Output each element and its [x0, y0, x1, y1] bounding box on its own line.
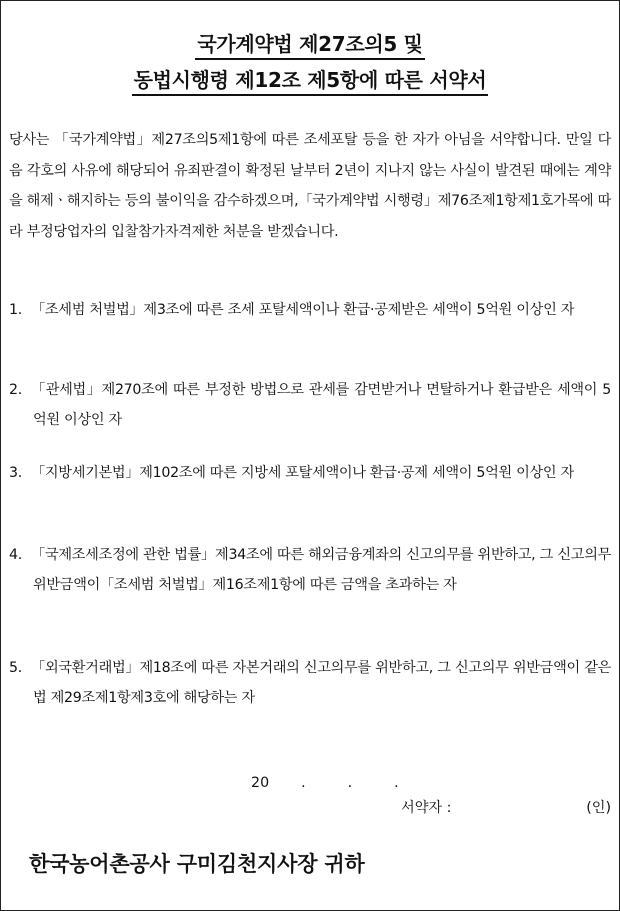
document-title — [1, 31, 619, 96]
list-item — [9, 458, 611, 488]
date-dot-month: . — [347, 775, 353, 791]
list-item — [9, 375, 611, 435]
list-item — [9, 653, 611, 713]
item-number: 2. — [9, 382, 22, 398]
item-number: 4. — [9, 547, 22, 563]
title-line-2: 동법시행령 제12조 제5항에 따른 서약서 — [132, 67, 489, 96]
date-line — [233, 738, 399, 828]
intro-paragraph: 당사는 「국가계약법」제27조의5제1항에 따른 조세포탈 등을 한 자가 아님을 서약합니다. 만일 다음 각호의 사유에 해당되어 유죄판결이 확정된 날부터 2년이 지나지 않는 사실이 발견된 때에는 계약을 해제ㆍ해지하는 등의 불이익을 감수하겠으며,「국가계약법 시행령」제76조제1항제1호가목에 따라 부정당업자의 입찰참가자격제한 처분을 받겠습니다. — [9, 132, 611, 241]
item-number: 3. — [9, 465, 22, 481]
list-item — [9, 540, 611, 600]
list-item — [9, 295, 611, 325]
date-dot-day: . — [394, 775, 399, 791]
recipient: 한국농어촌공사 구미김천지사장 귀하 — [29, 852, 365, 876]
title-line-1: 국가계약법 제27조의5 및 — [195, 31, 424, 60]
item-text: 「관세법」제270조에 따른 부정한 방법으로 관세를 감면받거나 면탈하거나 환급받은 세액이 5억원 이상인 자 — [31, 382, 611, 428]
item-text: 「지방세기본법」제102조에 따른 지방세 포탈세액이나 환급·공제 세액이 5억원 이상인 자 — [31, 465, 574, 481]
item-number: 5. — [9, 660, 22, 676]
date-year-prefix: 20 — [251, 775, 270, 791]
seal-mark: (인) — [586, 800, 611, 816]
item-text: 「조세범 처벌법」제3조에 따른 조세 포탈세액이나 환급·공제받은 세액이 5억원 이상인 자 — [31, 302, 575, 318]
signer-label: 서약자 : — [401, 800, 452, 816]
date-dot-year: . — [301, 775, 306, 791]
item-text: 「국제조세조정에 관한 법률」제34조에 따른 해외금융계좌의 신고의무를 위반하고, 그 신고의무 위반금액이「조세범 처벌법」제16조제1항에 따른 금액을 초과하는 자 — [31, 547, 611, 593]
item-text: 「외국환거래법」제18조에 따른 자본거래의 신고의무를 위반하고, 그 신고의무 위반금액이 같은 법 제29조제1항제3호에 해당하는 자 — [31, 660, 611, 706]
item-number: 1. — [9, 302, 22, 318]
